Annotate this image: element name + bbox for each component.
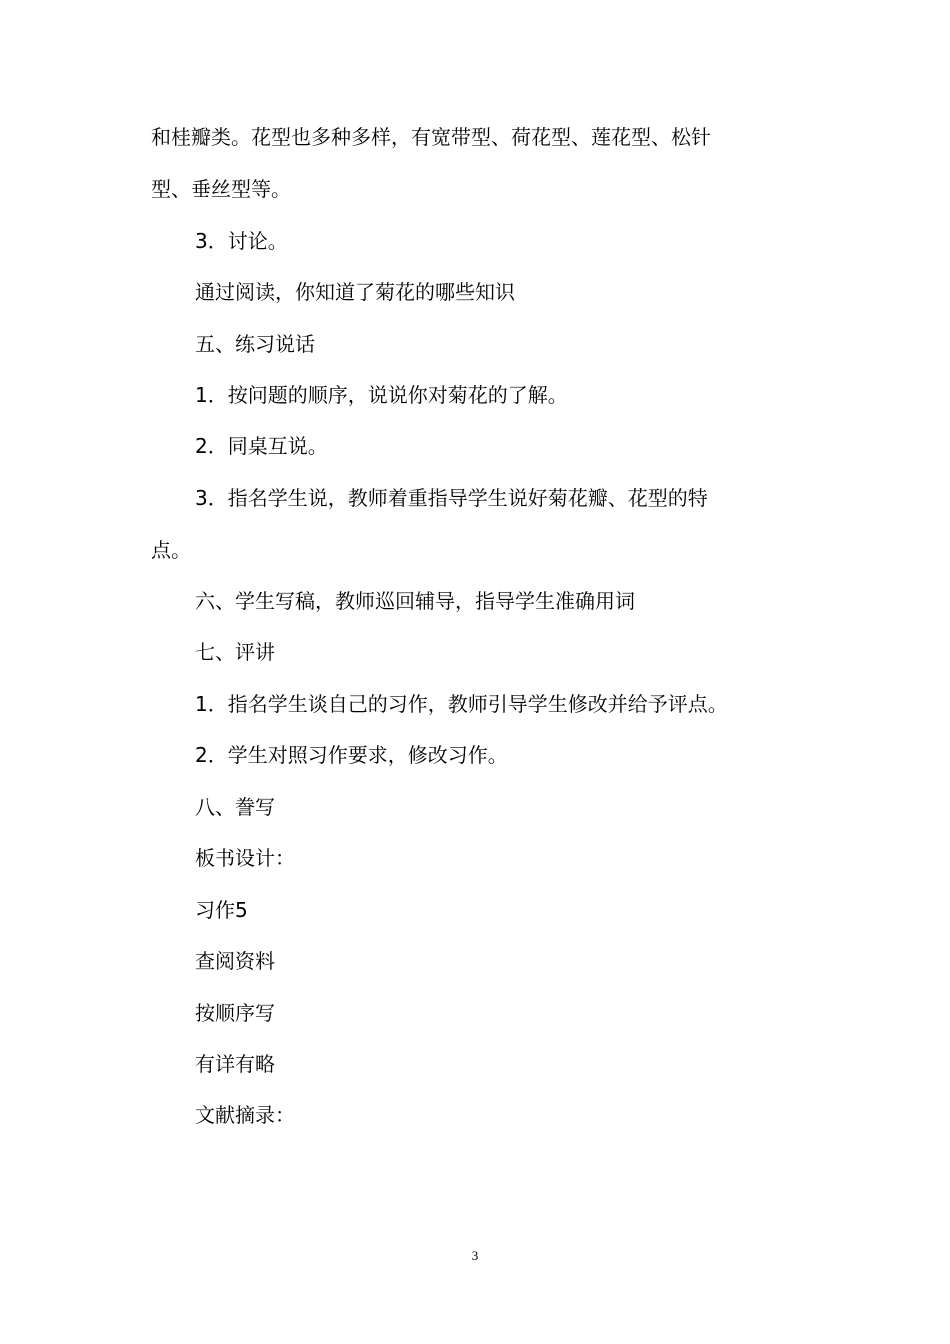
section-heading: 八、誊写 <box>195 795 275 819</box>
paragraph-line: 习作5 <box>195 898 248 922</box>
paragraph-line: 3．指名学生说，教师着重指导学生说好菊花瓣、花型的特 <box>195 486 708 510</box>
paragraph-line: 3．讨论。 <box>195 229 288 253</box>
paragraph-line: 通过阅读，你知道了菊花的哪些知识 <box>195 280 515 304</box>
paragraph-line: 1．按问题的顺序，说说你对菊花的了解。 <box>195 383 568 407</box>
paragraph-line: 按顺序写 <box>195 1001 275 1025</box>
paragraph-line: 有详有略 <box>195 1052 275 1076</box>
paragraph-line: 板书设计： <box>195 846 295 870</box>
paragraph-line: 查阅资料 <box>195 949 275 973</box>
paragraph-line: 型、垂丝型等。 <box>151 177 291 201</box>
paragraph-line: 点。 <box>151 538 191 562</box>
paragraph-line: 1．指名学生谈自己的习作，教师引导学生修改并给予评点。 <box>195 692 728 716</box>
section-heading: 六、学生写稿，教师巡回辅导，指导学生准确用词 <box>195 589 635 613</box>
paragraph-line: 2．同桌互说。 <box>195 434 328 458</box>
section-heading: 五、练习说话 <box>195 332 315 356</box>
paragraph-line: 文献摘录： <box>195 1103 295 1127</box>
section-heading: 七、评讲 <box>195 640 275 664</box>
paragraph-line: 和桂瓣类。花型也多种多样，有宽带型、荷花型、莲花型、松针 <box>151 125 711 149</box>
paragraph-line: 2．学生对照习作要求，修改习作。 <box>195 743 508 767</box>
page-number: 3 <box>471 1248 479 1263</box>
